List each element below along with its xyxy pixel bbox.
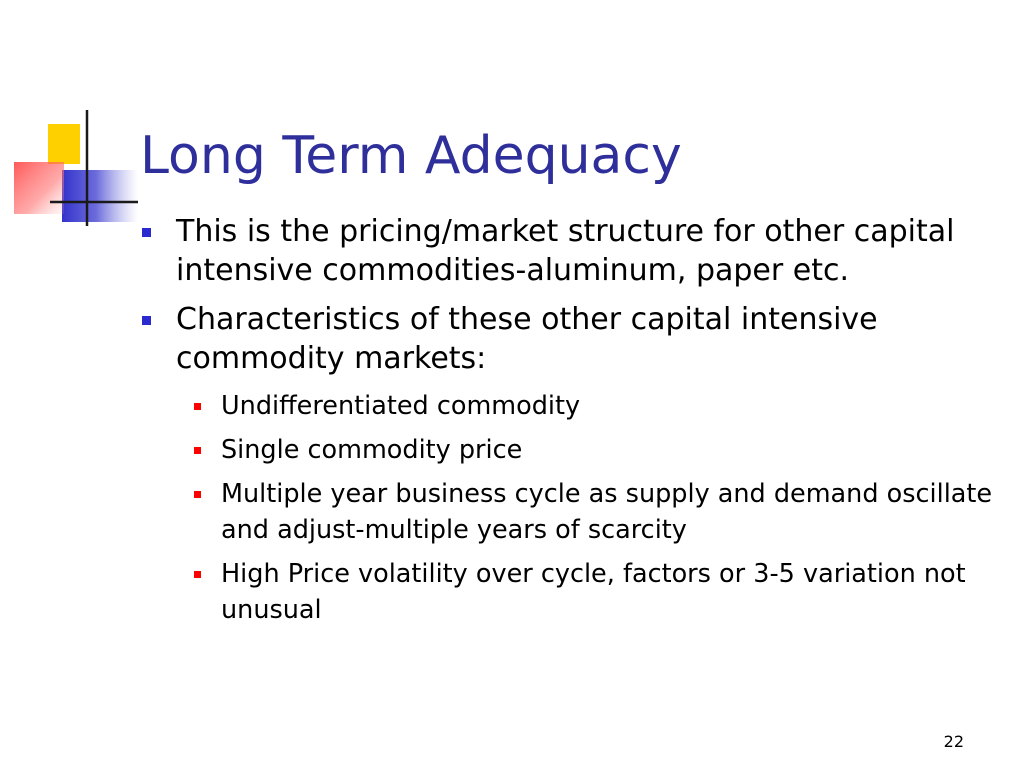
page-number: 22	[943, 732, 964, 751]
slide-logo-graphic	[0, 100, 140, 230]
logo-blue-square	[62, 170, 138, 222]
bullet-item	[140, 212, 1010, 290]
logo-squares-icon	[0, 100, 140, 230]
sub-bullet-text: High Price volatility over cycle, factors or 3-5 variation not unusual	[221, 559, 966, 625]
logo-red-square	[14, 162, 64, 214]
sub-bullet-item	[176, 556, 1010, 628]
sub-bullet-text: Undifferentiated commodity	[221, 391, 581, 421]
square-bullet-icon	[142, 228, 151, 237]
bullet-list	[140, 212, 1010, 638]
square-bullet-icon	[194, 571, 201, 578]
square-bullet-icon	[194, 403, 201, 410]
square-bullet-icon	[194, 491, 201, 498]
bullet-item	[140, 300, 1010, 628]
logo-yellow-square	[48, 124, 80, 164]
square-bullet-icon	[194, 447, 201, 454]
sub-bullet-text: Single commodity price	[221, 435, 523, 465]
sub-bullet-list	[176, 388, 1010, 628]
sub-bullet-item	[176, 432, 1010, 468]
sub-bullet-item	[176, 476, 1010, 548]
bullet-text: This is the pricing/market structure for other capital intensive commodities-aluminum, paper etc.	[176, 214, 955, 288]
slide-title: Long Term Adequacy	[140, 126, 682, 186]
bullet-text: Characteristics of these other capital intensive commodity markets:	[176, 302, 878, 376]
sub-bullet-text: Multiple year business cycle as supply and demand oscillate and adjust-multiple years of scarcity	[221, 479, 993, 545]
square-bullet-icon	[142, 316, 151, 325]
sub-bullet-item	[176, 388, 1010, 424]
